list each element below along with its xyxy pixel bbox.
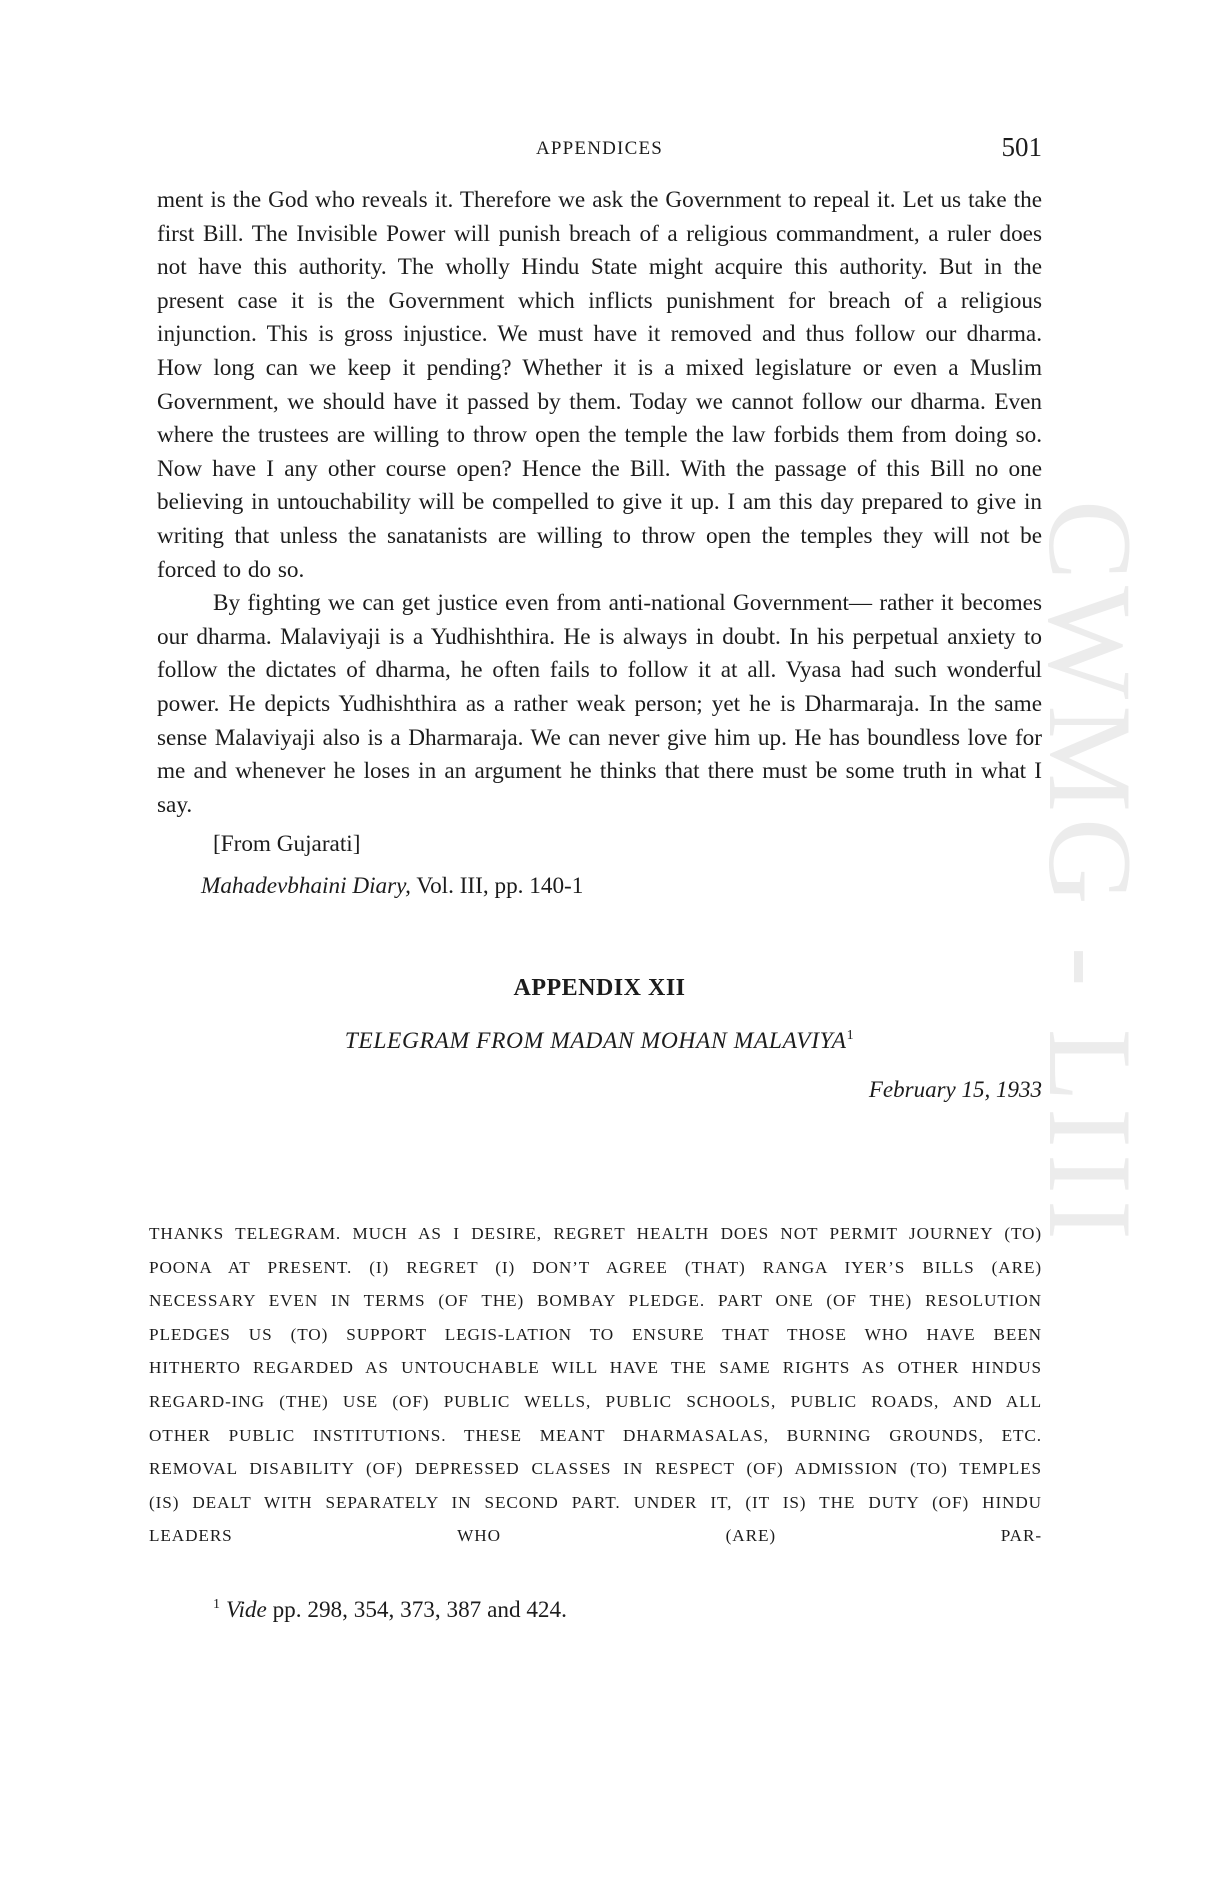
footnote-text: pp. 298, 354, 373, 387 and 424.	[266, 1597, 567, 1623]
main-content	[157, 184, 1042, 1103]
footnote-mark: 1	[213, 1597, 220, 1612]
document-title	[157, 1028, 1042, 1055]
body-paragraph: ment is the God who reveals it. Therefore we ask the Government to repeal it. Let us take the first Bill. The Invisible Power will punish breach of a religious commandment, a ruler does not have this authority. The wholly Hindu State might acquire this authority. But in the present case it is the Government which inflicts punishment for breach of a religious injunction. This is gross injustice. We must have it removed and thus follow our dharma. How long can we keep it pending? Whether it is a mixed legislature or even a Muslim Government, we should have it passed by them. Today we cannot follow our dharma. Even where the trustees are willing to throw open the temple the law forbids them from doing so. Now have I any other course open? Hence the Bill. With the passage of this Bill no one believing in untouchability will be compelled to give it up. I am this day prepared to give in writing that unless the sanatanists are willing to throw open the temples they will not be forced to do so.	[157, 187, 1042, 583]
citation-details: Vol. III, pp. 140-1	[410, 872, 584, 899]
document-title-text: TELEGRAM FROM MADAN MOHAN MALAVIYA	[344, 1028, 847, 1055]
running-title: APPENDICES	[535, 138, 664, 159]
source-language-note: [From Gujarati]	[213, 831, 361, 858]
source-citation	[201, 870, 1042, 904]
footnote-vide: Vide	[226, 1597, 267, 1623]
watermark-text: CWMG - LIII	[1024, 500, 1150, 1246]
footnote-reference: 1	[846, 1028, 855, 1044]
body-paragraph: By fighting we can get justice even from anti-national Government— rather it becomes our dharma. Malaviyaji is a Yudhishthira. He is always in doubt. In his perpetual anxiety to follow the dictates of dharma, he often fails to follow it at all. Vyasa had such wonderful power. He depicts Yudhishthira as a rather weak person; yet he is Dharmaraja. In the same sense Malaviyaji also is a Dharmaraja. We can never give him up. He has boundless love for me and whenever he loses in an argument he thinks that there must be some truth in what I say.	[157, 590, 1042, 818]
footnote	[213, 1590, 567, 1625]
running-head	[157, 132, 1042, 172]
document-date: February 15, 1933	[868, 1077, 1042, 1103]
telegram-text: THANKS TELEGRAM. MUCH AS I DESIRE, REGRET HEALTH DOES NOT PERMIT JOURNEY (TO) POONA AT PRESENT. (I) REGRET (I) DON’T AGREE (THAT) RANGA IYER’S BILLS (ARE) NECESSARY EVEN IN TERMS (OF THE) BOMBAY PLEDGE. PART ONE (OF THE) RESOLUTION PLEDGES US (TO) SUPPORT LEGIS-LATION TO ENSURE THAT THOSE WHO HAVE BEEN HITHERTO REGARDED AS UNTOUCHABLE WILL HAVE THE SAME RIGHTS AS OTHER HINDUS REGARD-ING (THE) USE (OF) PUBLIC WELLS, PUBLIC SCHOOLS, PUBLIC ROADS, AND ALL OTHER PUBLIC INSTITUTIONS. THESE MEANT DHARMASALAS, BURNING GROUNDS, ETC. REMOVAL DISABILITY (OF) DEPRESSED CLASSES IN RESPECT (OF) ADMISSION (TO) TEMPLES (IS) DEALT WITH SEPARATELY IN SECOND PART. UNDER IT, (IT IS) THE DUTY (OF) HINDU LEADERS WHO (ARE) PAR-	[149, 1224, 1042, 1546]
page-number: 501	[1001, 132, 1042, 162]
citation-title: Mahadevbhaini Diary,	[201, 872, 411, 899]
appendix-heading: APPENDIX XII	[513, 975, 686, 1002]
